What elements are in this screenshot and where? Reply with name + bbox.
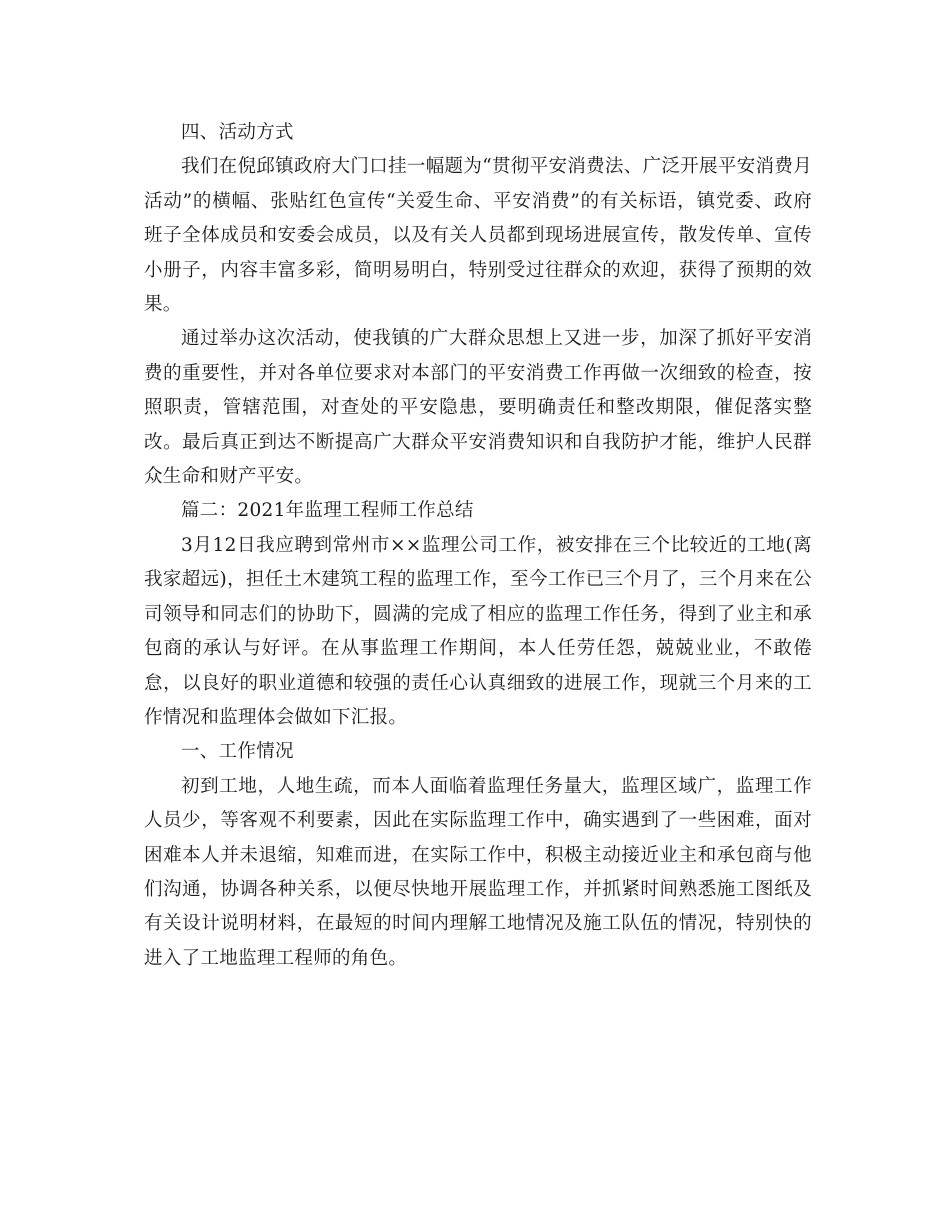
section-heading-work-situation: 一、工作情况: [181, 741, 294, 763]
section-heading-activity-method: 四、活动方式: [181, 122, 294, 143]
document-body: [144, 116, 812, 976]
paragraph-activity-result: 通过举办这次活动，使我镇的广大群众思想上又进一步，加深了抓好平安消费的重要性，并对各单位要求对本部门的平安消费工作再做一次细致的检查，按照职责，管辖范围，对查处的平安隐患，要明确责任和整改期限，催促落实整改。最后真正到达不断提高广大群众平安消费知识和自我防护才能，维护人民群众生命和财产平安。: [144, 328, 812, 488]
paragraph-work-situation: 初到工地，人地生疏，而本人面临着监理任务量大，监理区域广，监理工作人员少，等客观不利要素，因此在实际监理工作中，确实遇到了一些困难，面对困难本人并未退缩，知难而进，在实际工作中，积极主动接近业主和承包商与他们沟通，协调各种关系，以便尽快地开展监理工作，并抓紧时间熟悉施工图纸及有关设计说明材料，在最短的时间内理解工地情况及施工队伍的情况，特别快的进入了工地监理工程师的角色。: [144, 775, 812, 969]
paragraph-introduction: 3月12日我应聘到常州市××监理公司工作，被安排在三个比较近的工地(离我家超远)，担任土木建筑工程的监理工作，至今工作已三个月了，三个月来在公司领导和同志们的协助下，圆满的完成了相应的监理工作任务，得到了业主和承包商的承认与好评。在从事监理工作期间，本人任劳任怨，兢兢业业，不敢倦怠，以良好的职业道德和较强的责任心认真细致的进展工作，现就三个月来的工作情况和监理体会做如下汇报。: [144, 534, 812, 728]
paragraph-activity-description: 我们在倪邱镇政府大门口挂一幅题为“贯彻平安消费法、广泛开展平安消费月活动”的横幅、张贴红色宣传“关爱生命、平安消费”的有关标语，镇党委、政府班子全体成员和安委会成员，以及有关人员都到现场进展宣传，散发传单、宣传小册子，内容丰富多彩，简明易明白，特别受过往群众的欢迎，获得了预期的效果。: [144, 156, 812, 316]
article-title-part-two: 篇二：2021年监理工程师工作总结: [181, 500, 474, 522]
